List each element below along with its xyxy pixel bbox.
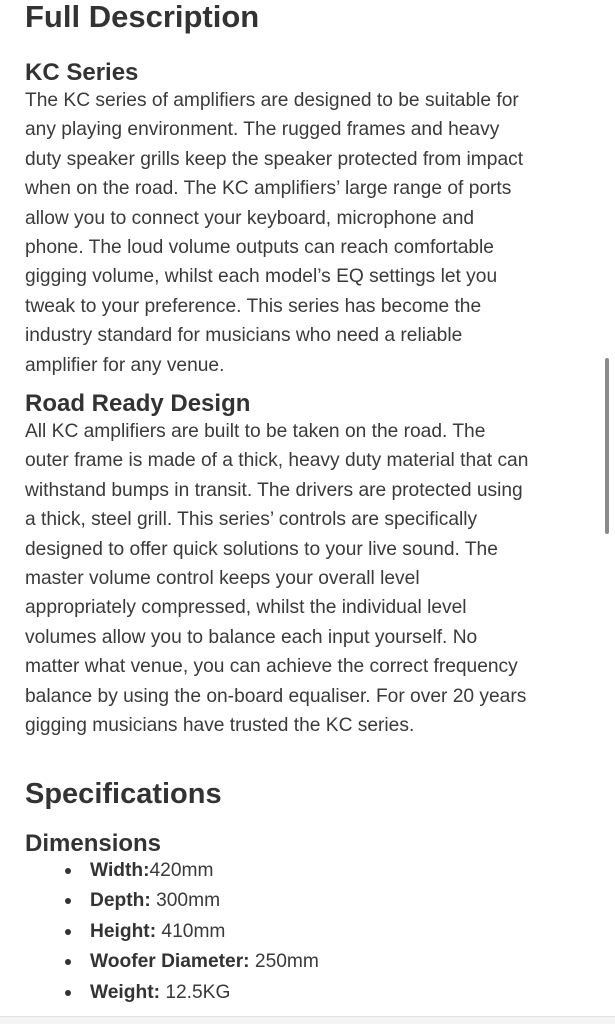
bullet-icon [65, 898, 71, 904]
spec-item-depth [65, 886, 319, 916]
spec-label: Weight: [90, 981, 160, 1003]
paragraph-line: outer frame is made of a thick, heavy duty material that can [25, 450, 529, 472]
spec-value: 250mm [249, 951, 319, 973]
spec-label: Depth: [90, 890, 151, 912]
spec-value: 420mm [149, 860, 214, 881]
dimensions-heading: Dimensions [25, 830, 162, 857]
spec-item-width [65, 856, 319, 886]
paragraph-line: gigging musicians have trusted the KC series. [25, 715, 415, 737]
paragraph-line: All KC amplifiers are built to be taken on the road. The [25, 421, 486, 442]
spec-item-weight [65, 978, 319, 1008]
paragraph-line: duty speaker grills keep the speaker protected from impact [25, 148, 524, 170]
spec-item-height [65, 917, 319, 947]
spec-label: Width: [90, 860, 150, 881]
paragraph-line: gigging volume, whilst each model’s EQ settings let you [25, 266, 498, 288]
kc-series-paragraph [25, 86, 590, 380]
bullet-icon [65, 990, 71, 996]
paragraph-line: designed to offer quick solutions to your live sound. The [25, 538, 498, 560]
paragraph-line: when on the road. The KC amplifiers’ large range of ports [25, 178, 512, 200]
paragraph-line: appropriately compressed, whilst the individual level [25, 597, 467, 619]
full-description-title: Full Description [25, 0, 260, 34]
paragraph-line: allow you to connect your keyboard, microphone and [25, 207, 475, 229]
section-heading-kc-series: KC Series [25, 59, 139, 86]
paragraph-line: The KC series of amplifiers are designed to be suitable for [25, 90, 519, 111]
paragraph-line: any playing environment. The rugged frames and heavy [25, 119, 500, 141]
bottom-edge [0, 1017, 615, 1024]
vertical-scrollbar[interactable] [605, 358, 609, 534]
spec-label: Height: [90, 920, 157, 942]
dimensions-list [65, 856, 319, 1008]
paragraph-line: volumes allow you to balance each input yourself. No [25, 626, 478, 648]
paragraph-line: matter what venue, you can achieve the correct frequency [25, 656, 518, 678]
section-heading-road-ready-design: Road Ready Design [25, 390, 251, 417]
spec-value: 410mm [156, 920, 226, 942]
paragraph-line: master volume control keeps your overall level [25, 568, 420, 590]
paragraph-line: industry standard for musicians who need a reliable [25, 325, 463, 347]
bullet-icon [65, 959, 71, 965]
paragraph-line: balance by using the on-board equaliser. For over 20 years [25, 685, 527, 707]
spec-value: 12.5KG [160, 981, 231, 1003]
bullet-icon [65, 868, 71, 874]
paragraph-line: withstand bumps in transit. The drivers are protected using [25, 479, 523, 501]
paragraph-line: tweak to your preference. This series has become the [25, 295, 482, 317]
spec-label: Woofer Diameter: [90, 951, 250, 973]
spec-item-woofer-diameter [65, 947, 319, 977]
spec-value: 300mm [150, 890, 221, 912]
paragraph-line: a thick, steel grill. This series’ controls are specifically [25, 509, 478, 531]
paragraph-line: amplifier for any venue. [25, 354, 225, 376]
bullet-icon [65, 929, 71, 935]
specifications-title: Specifications [25, 778, 222, 810]
road-ready-paragraph [25, 417, 590, 740]
paragraph-line: phone. The loud volume outputs can reach comfortable [25, 237, 494, 259]
